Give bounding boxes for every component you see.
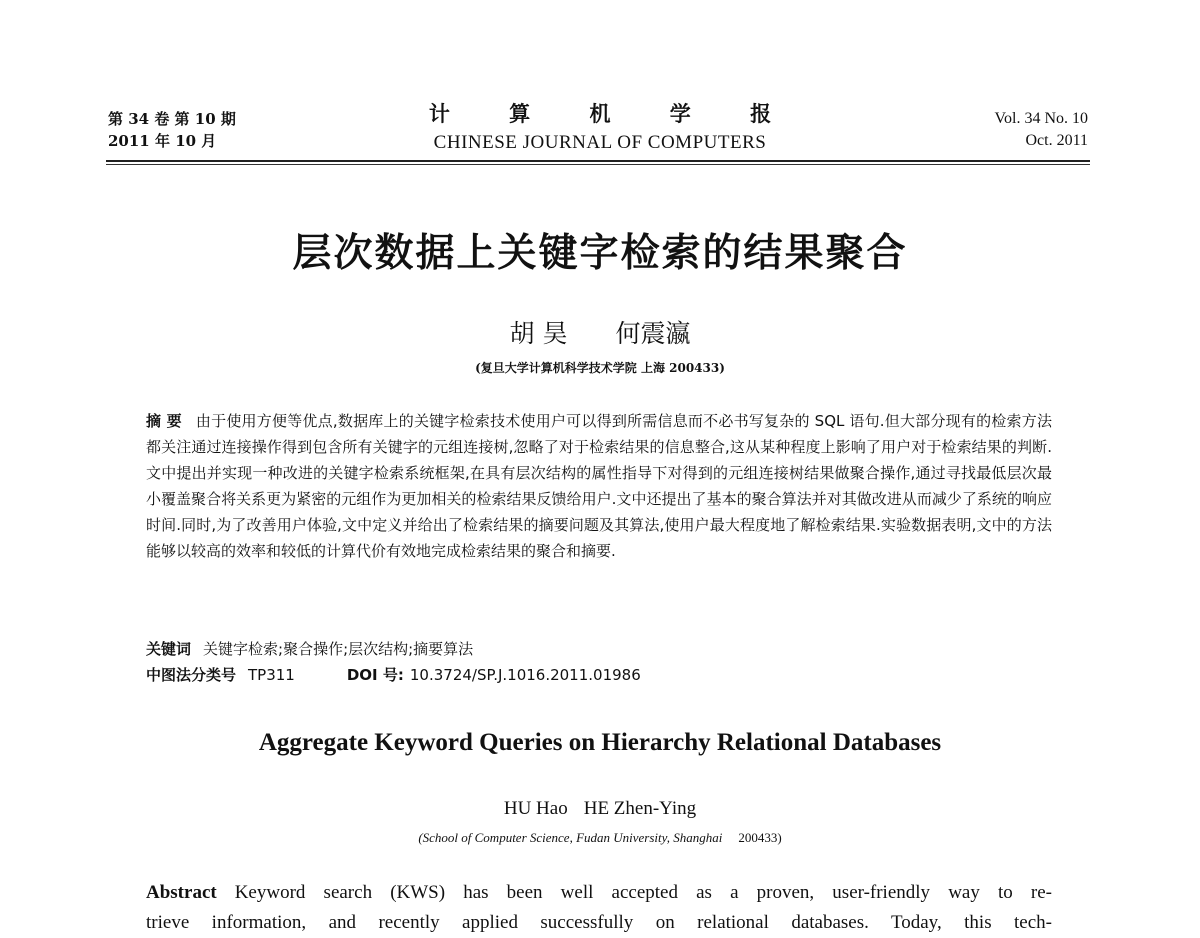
classification-code: TP311 <box>248 666 295 684</box>
date-cn: 2011 年 10 月 <box>108 132 217 150</box>
header-left <box>108 108 236 152</box>
journal-title-cn: 计 算 机 学 报 <box>428 101 798 126</box>
header-rule-thick <box>106 160 1090 162</box>
header-right <box>995 108 1089 152</box>
affiliation-en-postcode: 200433) <box>738 830 782 845</box>
authors-cn <box>0 316 1200 352</box>
affiliation-en-text: (School of Computer Science, Fudan University, Shanghai <box>418 830 723 845</box>
keywords-cn <box>146 636 473 662</box>
author-cn-1: 胡 昊 <box>509 319 568 348</box>
doi-block <box>347 666 641 684</box>
abstract-en-label: Abstract <box>146 882 217 903</box>
doi-label: DOI 号: <box>346 666 404 684</box>
abstract-en-line-1-text: Keyword search (KWS) has been well accepted as a proven, user-friendly way to re- <box>234 882 1052 903</box>
author-en-2: HE Zhen-Ying <box>583 798 697 819</box>
abstract-cn-text: 由于使用方便等优点,数据库上的关键字检索技术使用户可以得到所需信息而不必书写复杂的 SQL 语句.但大部分现有的检索方法都关注通过连接操作得到包含所有关键字的元组连接树,忽略了对于检索结果的信息整合,这从某种程度上影响了用户对于检索结果的判断.文中提出并实现一种改进的关键字检索系统框架,在具有层次结构的属性指导下对得到的元组连接树结果做聚合操作,通过寻找最低层次最小覆盖聚合将关系更为紧密的元组作为更加相关的检索结果反馈给用户.文中还提出了基本的聚合算法并对其做改进从而减少了系统的响应时间.同时,为了改善用户体验,文中定义并给出了检索结果的摘要问题及其算法,使用户最大程度地了解检索结果.实验数据表明,文中的方法能够以较高的效率和较低的计算代价有效地完成检索结果的聚合和摘要. <box>146 412 1052 560</box>
classification-cn <box>146 662 641 688</box>
keywords-cn-text: 关键字检索;聚合操作;层次结构;摘要算法 <box>203 640 474 658</box>
classification-label: 中图法分类号 <box>146 666 237 684</box>
header-rule-thin <box>106 164 1090 165</box>
abstract-en-line-1 <box>146 878 1052 908</box>
authors-en <box>0 796 1200 822</box>
paper-title-cn: 层次数据上关键字检索的结果聚合 <box>292 231 908 276</box>
volume-en: Vol. 34 No. 10 <box>994 110 1088 127</box>
volume-issue: 第 34 卷 第 10 期 <box>108 110 236 128</box>
date-en: Oct. 2011 <box>1025 132 1088 149</box>
abstract-en-line-2: trieve information, and recently applied successfully on relational databases. Today, this tech- <box>146 912 1052 933</box>
abstract-en <box>146 878 1052 938</box>
journal-title-en: CHINESE JOURNAL OF COMPUTERS <box>433 132 767 153</box>
keywords-cn-label: 关键词 <box>146 640 192 658</box>
header-center <box>380 100 820 156</box>
doi-value: 10.3724/SP.J.1016.2011.01986 <box>409 666 641 684</box>
author-cn-2: 何震瀛 <box>615 319 691 348</box>
affiliation-en <box>0 828 1200 848</box>
author-en-1: HU Hao <box>503 798 568 819</box>
affiliation-cn: (复旦大学计算机科学技术学院 上海 200433) <box>475 361 725 375</box>
abstract-cn <box>146 408 1052 564</box>
abstract-cn-label: 摘 要 <box>146 412 182 430</box>
paper-title-en: Aggregate Keyword Queries on Hierarchy Relational Databases <box>258 729 942 756</box>
